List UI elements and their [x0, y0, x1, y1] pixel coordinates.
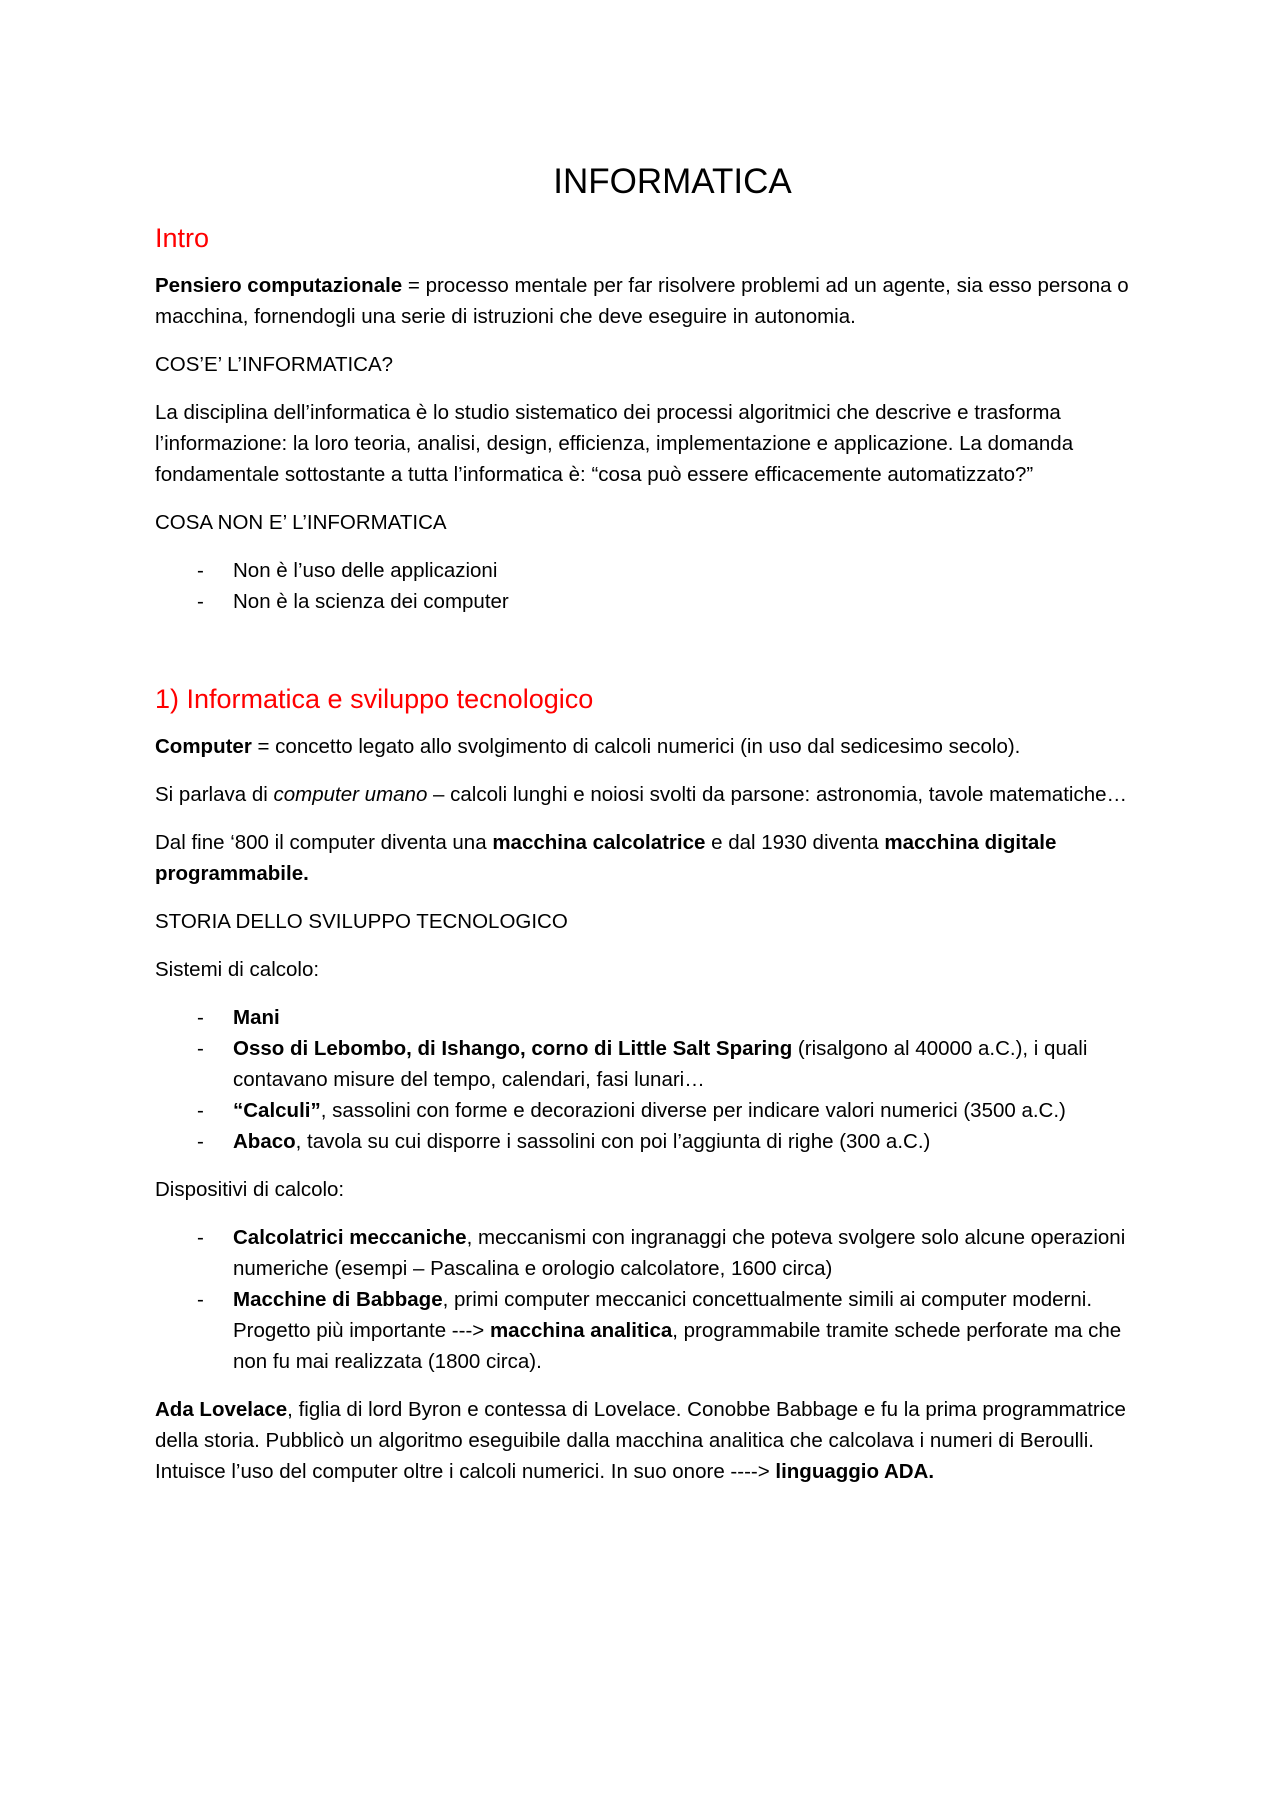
item-term: Abaco	[233, 1130, 296, 1153]
text-span: – calcoli lunghi e noiosi svolti da parsone: astronomia, tavole matematiche…	[427, 783, 1128, 806]
intro-heading: Intro	[155, 223, 210, 253]
list-item	[155, 1284, 1130, 1377]
section-1-heading: 1) Informatica e sviluppo tecnologico	[155, 684, 594, 714]
text-span: e dal 1930 diventa	[705, 831, 885, 854]
not-informatica-list	[155, 555, 1130, 617]
systems-label: Sistemi di calcolo:	[155, 958, 320, 981]
item-term: “Calculi”	[233, 1099, 321, 1122]
list-item	[155, 1222, 1130, 1284]
section-1-paragraph-2	[155, 779, 1130, 810]
list-item	[155, 1126, 1130, 1157]
devices-label: Dispositivi di calcolo:	[155, 1178, 345, 1201]
intro-paragraph-1	[155, 270, 1130, 332]
list-item	[155, 1002, 1130, 1033]
systems-list	[155, 1002, 1130, 1157]
item-text: (risalgono al 40000 a.C.), i quali contavano misure del tempo, calendari, fasi lunari…	[233, 1037, 1088, 1091]
intro-paragraph-1-text: = processo mentale per far risolvere problemi ad un agente, sia esso persona o macchina, fornendogli una serie di istruzioni che deve eseguire in autonomia.	[155, 274, 1129, 328]
text-span: Dal fine ‘800 il computer diventa una	[155, 831, 493, 854]
item-text: , primi computer meccanici concettualmente simili ai computer moderni. Progetto più importante --->	[233, 1288, 1093, 1342]
item-term: Osso di Lebombo, di Ishango, corno di Little Salt Sparing	[233, 1037, 793, 1060]
devices-list	[155, 1222, 1130, 1377]
question-cosa-non-e-informatica: COSA NON E’ L’INFORMATICA	[155, 511, 447, 534]
section-1-paragraph-1-text: = concetto legato allo svolgimento di calcoli numerici (in uso dal sedicesimo secolo).	[251, 735, 1021, 758]
item-term: Macchine di Babbage	[233, 1288, 443, 1311]
item-text: , sassolini con forme e decorazioni diverse per indicare valori numerici (3500 a.C.)	[320, 1099, 1066, 1122]
term-macchina-digitale: macchina digitale programmabile.	[155, 831, 1057, 885]
intro-paragraph-2: La disciplina dell’informatica è lo studio sistematico dei processi algoritmici che descrive e trasforma l’informazione: la loro teoria, analisi, design, efficienza, implementazione e applicazione. La domanda fondamentale sottostante a tutta l’informatica è: “cosa può essere efficacemente automatizzato?”	[155, 401, 1074, 486]
term-ada-lovelace: Ada Lovelace	[155, 1398, 288, 1421]
text-span: , figlia di lord Byron e contessa di Lovelace. Conobbe Babbage e fu la prima programmatrice della storia. Pubblicò un algoritmo eseguibile dalla macchina analitica che calcolava i numeri di Beroulli. Intuisce l’uso del computer oltre i calcoli numerici. In suo onore ---->	[155, 1398, 1126, 1483]
item-text-2: , programmabile tramite schede perforate ma che non fu mai realizzata (1800 circa).	[233, 1319, 1122, 1373]
document-page	[155, 160, 1130, 1504]
item-text: , tavola su cui disporre i sassolini con poi l’aggiunta di righe (300 a.C.)	[295, 1130, 931, 1153]
item-text: , meccanismi con ingranaggi che poteva svolgere solo alcune operazioni numeriche (esempi – Pascalina e orologio calcolatore, 1600 circa)	[233, 1226, 1126, 1280]
item-term-2: macchina analitica	[489, 1319, 673, 1342]
document-title: INFORMATICA	[553, 162, 792, 201]
item-term: Calcolatrici meccaniche	[233, 1226, 467, 1249]
term-macchina-calcolatrice: macchina calcolatrice	[492, 831, 706, 854]
section-1-paragraph-1	[155, 731, 1130, 762]
term-computer: Computer	[155, 735, 252, 758]
term-linguaggio-ada: linguaggio ADA.	[775, 1460, 935, 1483]
list-item	[155, 1095, 1130, 1126]
list-item: - Non è l’uso delle applicazioni	[155, 555, 1130, 586]
ada-lovelace-paragraph	[155, 1394, 1130, 1487]
term-computer-umano: computer umano	[273, 783, 428, 806]
history-heading: STORIA DELLO SVILUPPO TECNOLOGICO	[155, 910, 568, 933]
list-item	[155, 1033, 1130, 1095]
term-pensiero-computazionale: Pensiero computazionale	[155, 274, 403, 297]
section-1-paragraph-3	[155, 827, 1130, 889]
list-item: - Non è la scienza dei computer	[155, 586, 1130, 617]
item-term: Mani	[233, 1006, 280, 1029]
text-span: Si parlava di	[155, 783, 274, 806]
question-cos-e-informatica: COS’E’ L’INFORMATICA?	[155, 353, 394, 376]
